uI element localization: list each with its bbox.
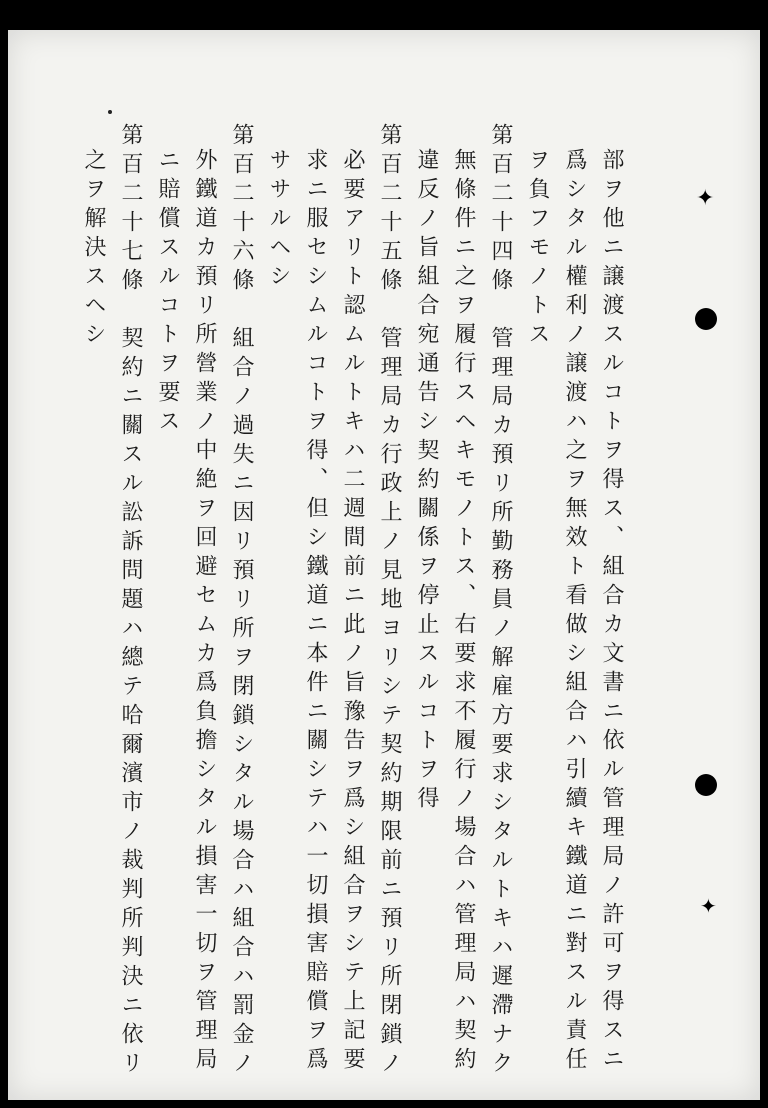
- binding-mark-top: ✦: [696, 186, 715, 211]
- speck: [108, 110, 112, 114]
- text-column-4: 第百二十四條 管理局カ預リ所勤務員ノ解雇方要求シタルトキハ遲滯ナク: [488, 123, 513, 1080]
- text-column-7: 第百二十五條 管理局カ行政上ノ見地ヨリシテ契約期限前ニ預リ所閉鎖ノ: [377, 123, 402, 1080]
- text-column-8: 必要アリト認ムルトキハ二週間前ニ此ノ旨豫告ヲ爲シ組合ヲシテ上記要: [340, 148, 365, 1076]
- document-page: [8, 30, 760, 1100]
- text-column-15: 之ヲ解決スヘシ: [81, 148, 106, 351]
- text-column-13: ニ賠償スルコトヲ要ス: [155, 148, 180, 438]
- text-column-1: 部ヲ他ニ譲渡スルコトヲ得ス、組合カ文書ニ依ル管理局ノ許可ヲ得スニ: [599, 148, 624, 1076]
- punch-hole-upper: [695, 308, 717, 330]
- punch-hole-lower: [695, 774, 717, 796]
- text-column-3: ヲ負フモノトス: [525, 148, 550, 351]
- text-column-11: 第百二十六條 組合ノ過失ニ因リ預リ所ヲ閉鎖シタル場合ハ組合ハ罰金ノ: [229, 123, 254, 1080]
- text-column-6: 違反ノ旨組合宛通告シ契約關係ヲ停止スルコトヲ得: [414, 148, 439, 815]
- text-column-12: 外鐵道カ預リ所營業ノ中絶ヲ回避セムカ爲負擔シタル損害一切ヲ管理局: [192, 148, 217, 1076]
- binding-mark-bottom: ✦: [700, 894, 717, 918]
- text-column-2: 爲シタル權利ノ譲渡ハ之ヲ無效ト看做シ組合ハ引續キ鐵道ニ對スル責任: [562, 148, 587, 1076]
- text-column-9: 求ニ服セシムルコトヲ得、但シ鐵道ニ本件ニ關シテハ一切損害賠償ヲ爲: [303, 148, 328, 1076]
- text-column-5: 無條件ニ之ヲ履行スヘキモノトス、右要求不履行ノ場合ハ管理局ハ契約: [451, 148, 476, 1076]
- text-column-10: ササルヘシ: [266, 148, 291, 293]
- text-column-14: 第百二十七條 契約ニ關スル訟訴問題ハ總テ哈爾濱市ノ裁判所判決ニ依リ: [118, 123, 143, 1080]
